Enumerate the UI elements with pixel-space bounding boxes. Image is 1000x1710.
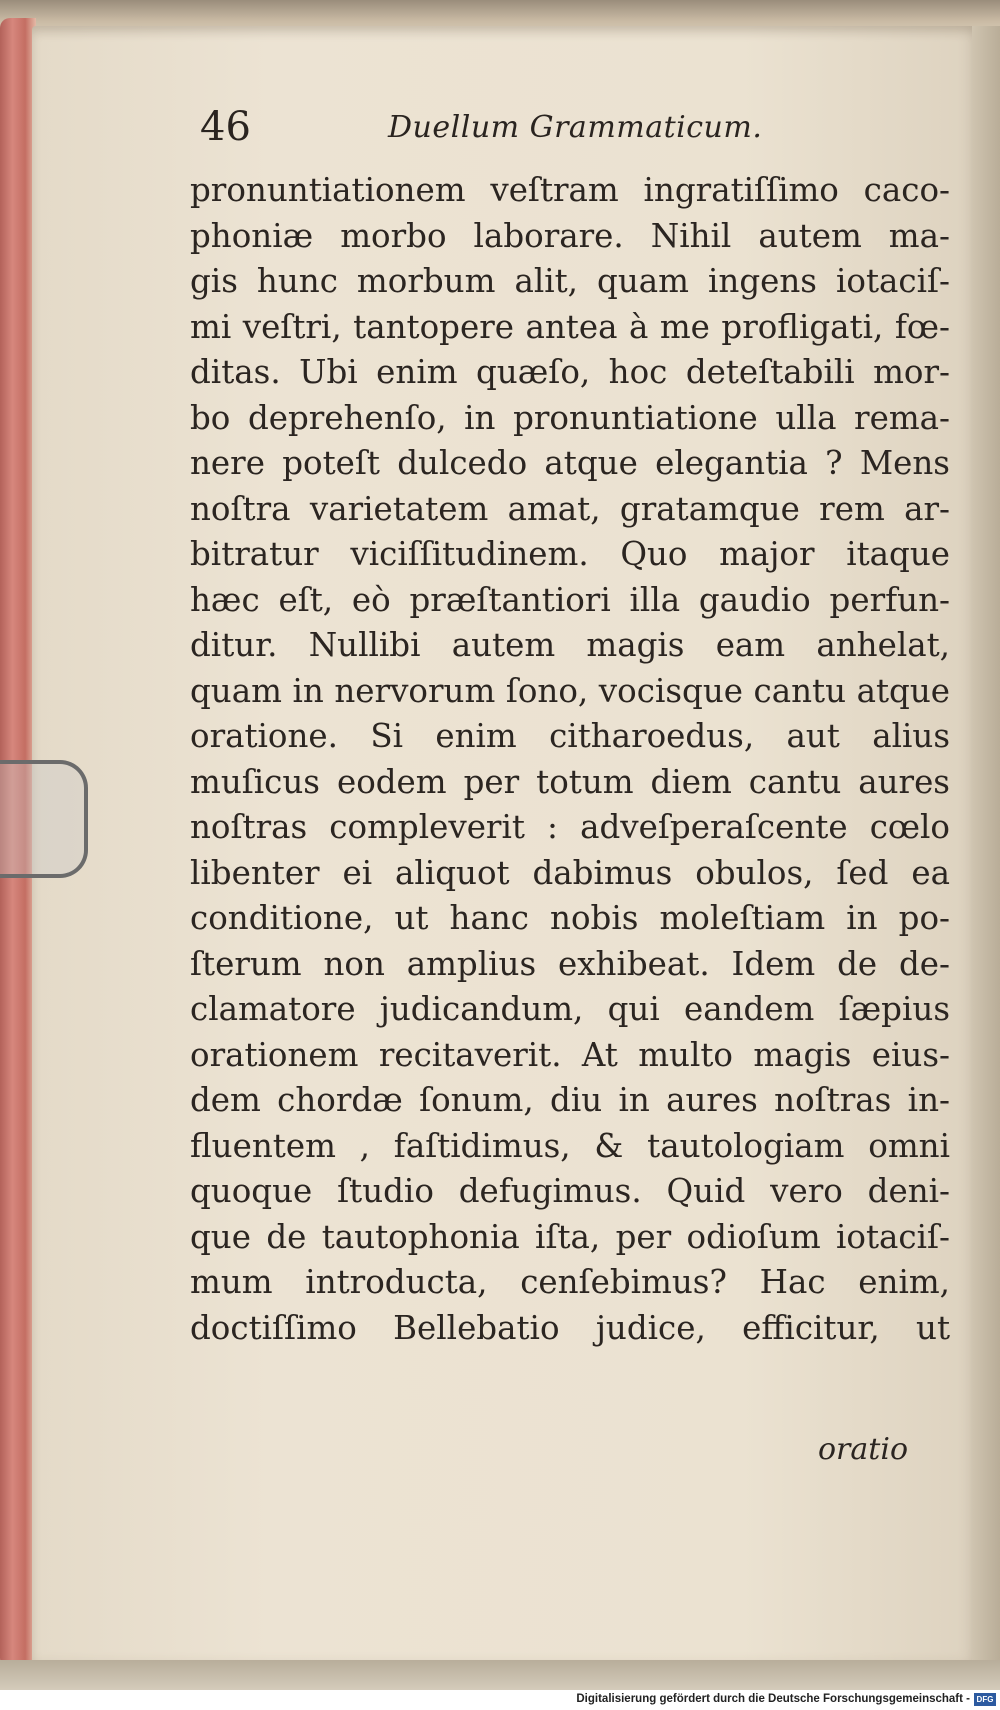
text-line: conditione, ut hanc nobis moleſtiam in po- [190, 899, 950, 937]
text-line: bitratur viciſſitudinem. Quo major itaque [190, 535, 950, 573]
text-line: ſterum non amplius exhibeat. Idem de de- [190, 944, 950, 983]
text-line: muſicus eodem per totum diem cantu aures [190, 762, 950, 801]
page-number: 46 [200, 104, 251, 150]
text-line: noſtra varietatem amat, gratamque rem ar- [190, 489, 950, 528]
text-line: dem chordæ ſonum, diu in aures noſtras in- [190, 1081, 950, 1119]
catchword: oratio [818, 1432, 908, 1467]
text-line: gis hunc morbum alit, quam ingens iotaciſ- [190, 262, 950, 300]
text-line: libenter ei aliquot dabimus obulos, ſed ea [190, 853, 950, 892]
text-line: fluentem , faſtidimus, & tautologiam omni [190, 1126, 950, 1165]
text-line: quoque ſtudio defugimus. Quid vero deni- [190, 1172, 950, 1210]
body-text [190, 168, 950, 1351]
footer-banner [0, 1690, 1000, 1710]
text-line: mi veſtri, tantopere antea à me profligati, fœ- [190, 307, 950, 346]
text-line: orationem recitaverit. At multo magis eius- [190, 1035, 950, 1074]
footer-credit: Digitalisierung gefördert durch die Deutsche Forschungsgemeinschaft - [576, 1693, 970, 1705]
dfg-logo: DFG [974, 1693, 996, 1706]
book-gutter [972, 26, 1000, 1666]
text-line: hæc eſt, eò præſtantiori illa gaudio perfun- [190, 580, 950, 619]
text-line: pronuntiationem veſtram ingratiſſimo caco- [190, 171, 950, 209]
text-line: quam in nervorum ſono, vocisque cantu atque [190, 671, 950, 710]
text-line: nere poteſt dulcedo atque elegantia ? Mens [190, 444, 950, 482]
running-title: Duellum Grammaticum. [388, 110, 763, 145]
text-line: mum introducta, cenſebimus? Hac enim, [190, 1263, 950, 1301]
text-line: bo deprehenſo, in pronuntiatione ulla rema- [190, 398, 950, 437]
text-line: oratione. Si enim citharoedus, aut alius [190, 717, 950, 755]
text-line: ditas. Ubi enim quæſo, hoc deteſtabili mor- [190, 353, 950, 391]
page-clip [0, 760, 88, 878]
text-line: phoniæ morbo laborare. Nihil autem ma- [190, 216, 950, 255]
text-line: doctiſſimo Bellebatio judice, efficitur, ut [190, 1308, 950, 1347]
text-line: que de tautophonia iſta, per odioſum iotaciſ- [190, 1217, 950, 1256]
running-head [200, 104, 840, 154]
text-line: clamatore judicandum, qui eandem ſæpius [190, 990, 950, 1028]
text-line: ditur. Nullibi autem magis eam anhelat, [190, 626, 950, 664]
text-line: noſtras compleverit : adveſperaſcente cœlo [190, 808, 950, 846]
book-bottom-edge [0, 1660, 1000, 1690]
